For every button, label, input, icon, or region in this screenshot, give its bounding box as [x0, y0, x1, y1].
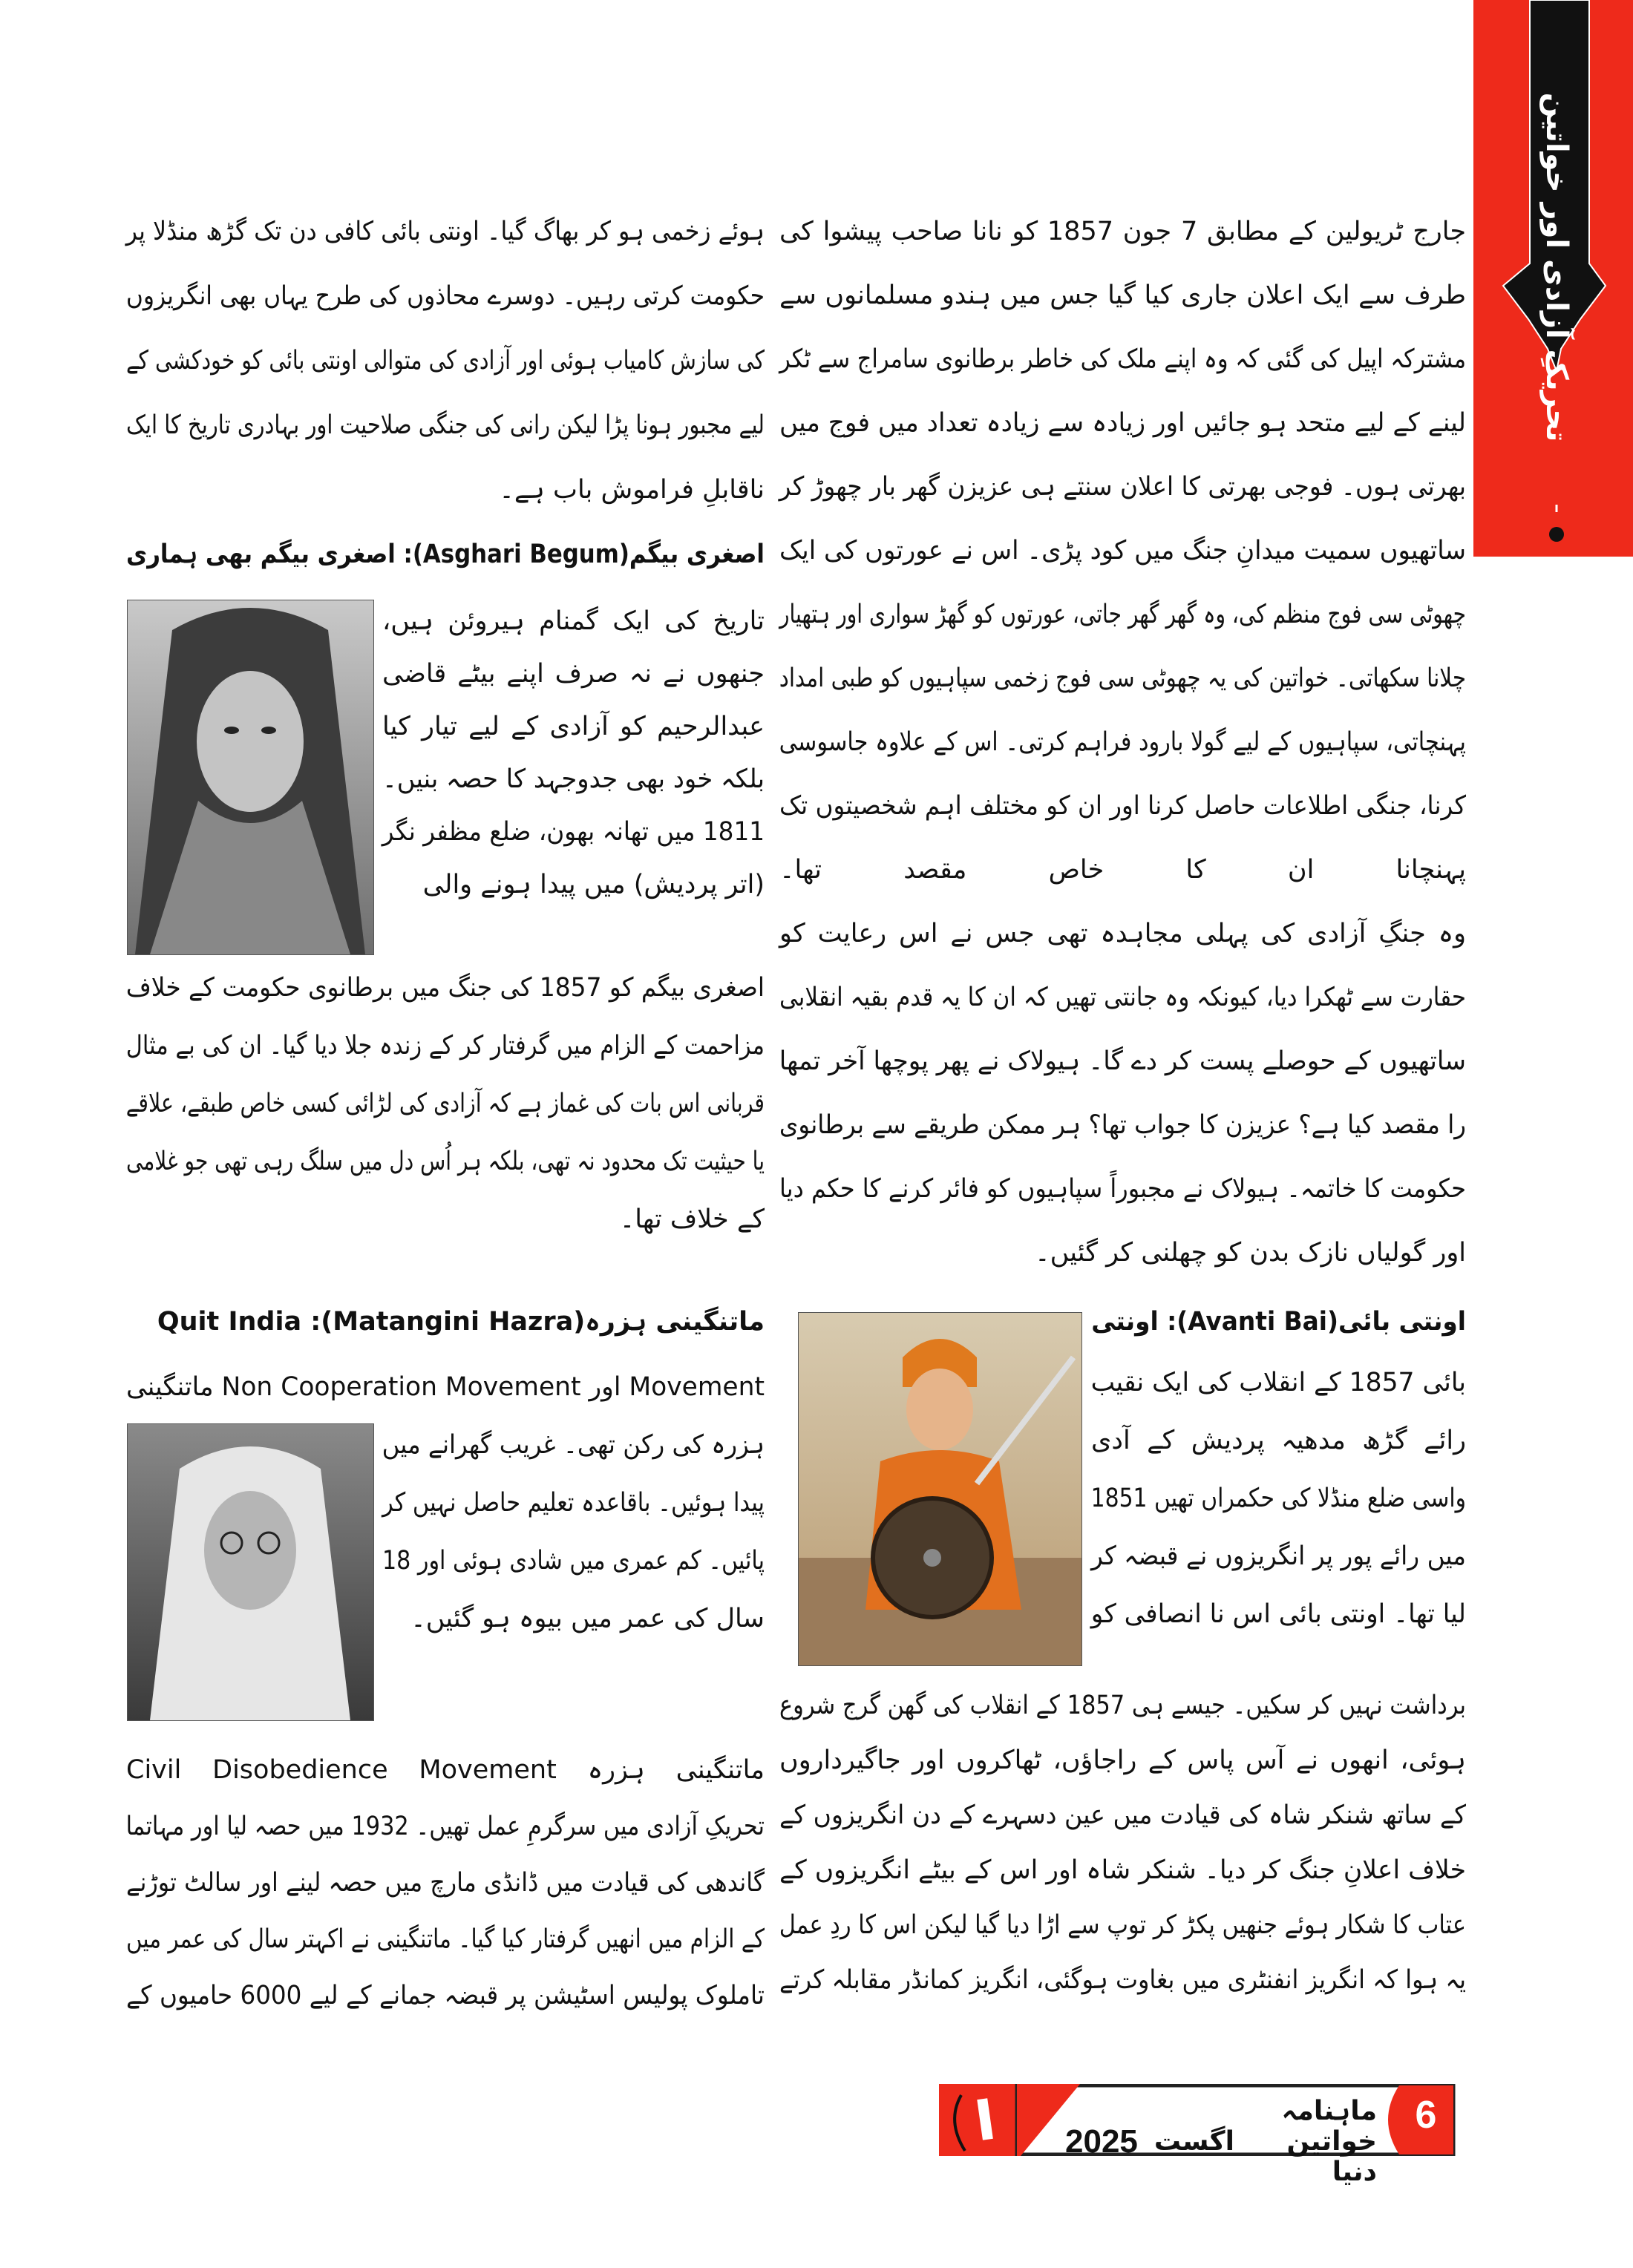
text-line: برداشت نہیں کر سکیں۔ جیسے ہی 1857 کے انقلاب کی گھن گرج شروع: [779, 1691, 1466, 1720]
issue-month: اگست: [1153, 2126, 1234, 2157]
text-line: پیدا ہوئیں۔ باقاعدہ تعلیم حاصل نہیں کر: [382, 1488, 765, 1518]
article-body-right-2: [1091, 1354, 1466, 1643]
text-line: ماتنگینی ہزرہ Civil Disobedience Movement: [126, 1755, 765, 1785]
text-line: اور گولیاں نازک بدن کو چھلنی کر گئیں۔: [1035, 1238, 1466, 1268]
matangini-section: [126, 1289, 765, 1420]
text-line: پہنچانا ان کا خاص مقصد تھا۔: [779, 855, 1466, 885]
page-number: 6: [1415, 2094, 1437, 2137]
article-body-left-1: [126, 200, 765, 522]
text-line: تحریکِ آزادی میں سرگرمِ عمل تھیں۔ 1932 میں حصہ لیا اور مہاتما: [125, 1812, 765, 1841]
text-line: مشترکہ اپیل کی گئی کہ وہ اپنے ملک کی خاطر برطانوی سامراج سے ٹکر: [779, 344, 1466, 374]
text-line: چلانا سکھاتی۔ خواتین کی یہ چھوٹی سی فوج زخمی سپاہیوں کو طبی امداد: [779, 663, 1466, 693]
text-line: سال کی عمر میں بیوہ ہو گئیں۔: [410, 1604, 765, 1633]
text-line: حکومت کا خاتمہ۔ ہیولاک نے مجبوراً سپاہیوں کو فائر کرنے کا حکم دیا: [779, 1174, 1466, 1204]
text-line: واسی ضلع منڈلا کی حکمراں تھیں 1851: [1090, 1484, 1466, 1513]
text-line: عبدالرحیم کو آزادی کے لیے تیار کیا: [382, 712, 765, 741]
section-banner: [1473, 0, 1633, 557]
asghari-begum-portrait: [127, 600, 374, 955]
avanti-section: [1091, 1290, 1466, 1354]
text-line: وہ جنگِ آزادی کی پہلی مجاہدہ تھی جس نے اس رعایت کو: [779, 919, 1466, 948]
avanti-bai-heading: اونتی بائی(Avanti Bai): اونتی: [1091, 1307, 1466, 1337]
text-line: حکومت کرتی رہیں۔ دوسرے محاذوں کی طرح یہاں بھی انگریزوں: [125, 281, 765, 311]
text-line: ہزرہ کی رکن تھی۔ غریب گھرانے میں: [382, 1430, 765, 1460]
article-body-left-4: [382, 1416, 765, 1648]
text-line: خلاف اعلانِ جنگ کر دیا۔ شنکر شاہ اور اس کے بیٹے انگریزوں کے: [779, 1855, 1466, 1885]
matangini-hazra-heading: ماتنگینی ہزرہ(Matangini Hazra): Quit India: [157, 1307, 765, 1337]
text-line: حقارت سے ٹھکرا دیا، کیونکہ وہ جانتی تھیں کہ ان کا یہ قدم بقیہ انقلابی: [779, 983, 1466, 1012]
text-line: رائے گڑھ مدھیہ پردیش کے آدی: [1091, 1426, 1466, 1455]
magazine-name: ماہنامہ خواتین دنیا: [1281, 2096, 1377, 2187]
text-line: بلکہ خود بھی جدوجہد کا حصہ بنیں۔: [382, 764, 765, 794]
text-line: کے الزام میں انھیں گرفتار کیا گیا۔ ماتنگینی نے اکہتر سال کی عمر میں: [126, 1924, 765, 1954]
text-line: ساتھیوں سمیت میدانِ جنگ میں کود پڑی۔ اس نے عورتوں کی ایک: [779, 536, 1466, 566]
text-line: را مقصد کیا ہے؟ عزیزن کا جواب تھا؟ ہر ممکن طریقے سے برطانوی: [779, 1110, 1466, 1140]
text-line: پہنچاتی، سپاہیوں کے لیے گولا بارود فراہم کرتی۔ اس کے علاوہ جاسوسی: [779, 727, 1466, 757]
text-line: لینے کے لیے متحد ہو جائیں اور زیادہ سے زیادہ تعداد میں فوج میں: [779, 408, 1466, 438]
text-line: Movement اور Non Cooperation Movement ماتنگینی: [126, 1372, 765, 1402]
text-line: طرف سے ایک اعلان جاری کیا گیا جس میں ہندو مسلمانوں سے: [779, 281, 1466, 310]
article-body-right-3: [779, 1678, 1466, 2008]
article-body-left-5: [126, 1742, 765, 2024]
avanti-bai-portrait: [798, 1312, 1082, 1666]
text-line: کرنا، جنگی اطلاعات حاصل کرنا اور ان کو مختلف اہم شخصیتوں تک: [779, 791, 1466, 821]
text-line: لیا تھا۔ اونتی بائی اس نا انصافی کو: [1090, 1599, 1466, 1629]
text-line: کے ساتھ شنکر شاہ کی قیادت میں عین دسہرے کے دن انگریزوں کے: [779, 1800, 1466, 1830]
text-line: ساتھیوں کے حوصلے پست کر دے گا۔ ہیولاک نے پھر پوچھا آخر تمھا: [779, 1046, 1466, 1076]
magazine-date: [1065, 2096, 1377, 2187]
article-body-left-2: [382, 595, 765, 911]
text-line: کی سازش کامیاب ہوئی اور آزادی کی متوالی اونتی بائی کو خودکشی کے: [125, 346, 765, 376]
text-line: کے خلاف تھا۔: [619, 1205, 765, 1234]
text-line: تاملوک پولیس اسٹیشن پر قبضہ جمانے کے لیے 6000 حامیوں کے: [126, 1981, 765, 2010]
text-line: (اتر پردیش) میں پیدا ہونے والی: [422, 870, 765, 899]
text-line: میں رائے پور پر انگریزوں نے قبضہ کر: [1091, 1541, 1466, 1571]
text-line: گاندھی کی قیادت میں ڈانڈی مارچ میں حصہ لینے اور سالٹ توڑنے: [126, 1868, 765, 1898]
text-line: 1811 میں تھانہ بھون، ضلع مظفر نگر: [382, 817, 765, 847]
matangini-hazra-portrait: [127, 1423, 374, 1721]
text-line: عتاب کا شکار ہوئے جنھیں پکڑ کر توپ سے اڑا دیا گیا لیکن اس کا ردِ عمل: [779, 1910, 1466, 1940]
text-line: ہوئی، انھوں نے آس پاس کے راجاؤں، ٹھاکروں اور جاگیرداروں: [779, 1746, 1466, 1775]
page-footer: [939, 2084, 1456, 2187]
text-line: یہ ہوا کہ انگریز انفنٹری میں بغاوت ہوگئی، انگریز کمانڈر مقابلہ کرتے: [779, 1965, 1466, 1995]
text-line: جنھوں نے نہ صرف اپنے بیٹے قاضی: [382, 659, 765, 689]
text-line: بائی 1857 کے انقلاب کی ایک نقیب: [1090, 1368, 1466, 1397]
asghari-section: [126, 522, 765, 587]
text-line: ہوئے زخمی ہو کر بھاگ گیا۔ اونتی بائی کافی دن تک گڑھ منڈلا پر: [125, 217, 765, 246]
asghari-begum-heading: اصغری بیگم(Asghari Begum): اصغری بیگم بھی ہماری: [125, 540, 765, 569]
text-line: پائیں۔ کم عمری میں شادی ہوئی اور 18: [382, 1546, 765, 1576]
article-body-right-1: [779, 200, 1466, 1285]
text-line: تاریخ کی ایک گمنام ہیروئن ہیں،: [382, 606, 765, 636]
text-line: لیے مجبور ہونا پڑا لیکن رانی کی جنگی صلاحیت اور بہادری تاریخ کا ایک: [126, 410, 765, 440]
text-line: چھوٹی سی فوج منظم کی، وہ گھر گھر جاتی، عورتوں کو گھڑ سواری اور ہتھیار: [779, 600, 1466, 629]
section-title: تحریکِ آزادی اور خواتین: [1539, 92, 1574, 442]
text-line: یا حیثیت تک محدود نہ تھی، بلکہ ہر اُس دل میں سلگ رہی تھی جو غلامی: [126, 1147, 765, 1176]
text-line: ناقابلِ فراموش باب ہے۔: [499, 475, 765, 505]
text-line: قربانی اس بات کی غماز ہے کہ آزادی کی لڑائی کسی خاص طبقے، علاقے: [125, 1089, 765, 1118]
text-line: جارج ٹریولین کے مطابق 7 جون 1857 کو نانا صاحب پیشوا کی: [779, 217, 1467, 246]
text-line: بھرتی ہوں۔ فوجی بھرتی کا اعلان سنتے ہی عزیزن گھر بار چھوڑ کر: [779, 472, 1466, 502]
text-line: اصغری بیگم کو 1857 کی جنگ میں برطانوی حکومت کے خلاف: [125, 973, 765, 1003]
article-body-left-3: [126, 959, 765, 1248]
issue-year: 2025: [1065, 2123, 1138, 2160]
text-line: مزاحمت کے الزام میں گرفتار کر کے زندہ جلا دیا گیا۔ ان کی بے مثال: [125, 1031, 765, 1061]
